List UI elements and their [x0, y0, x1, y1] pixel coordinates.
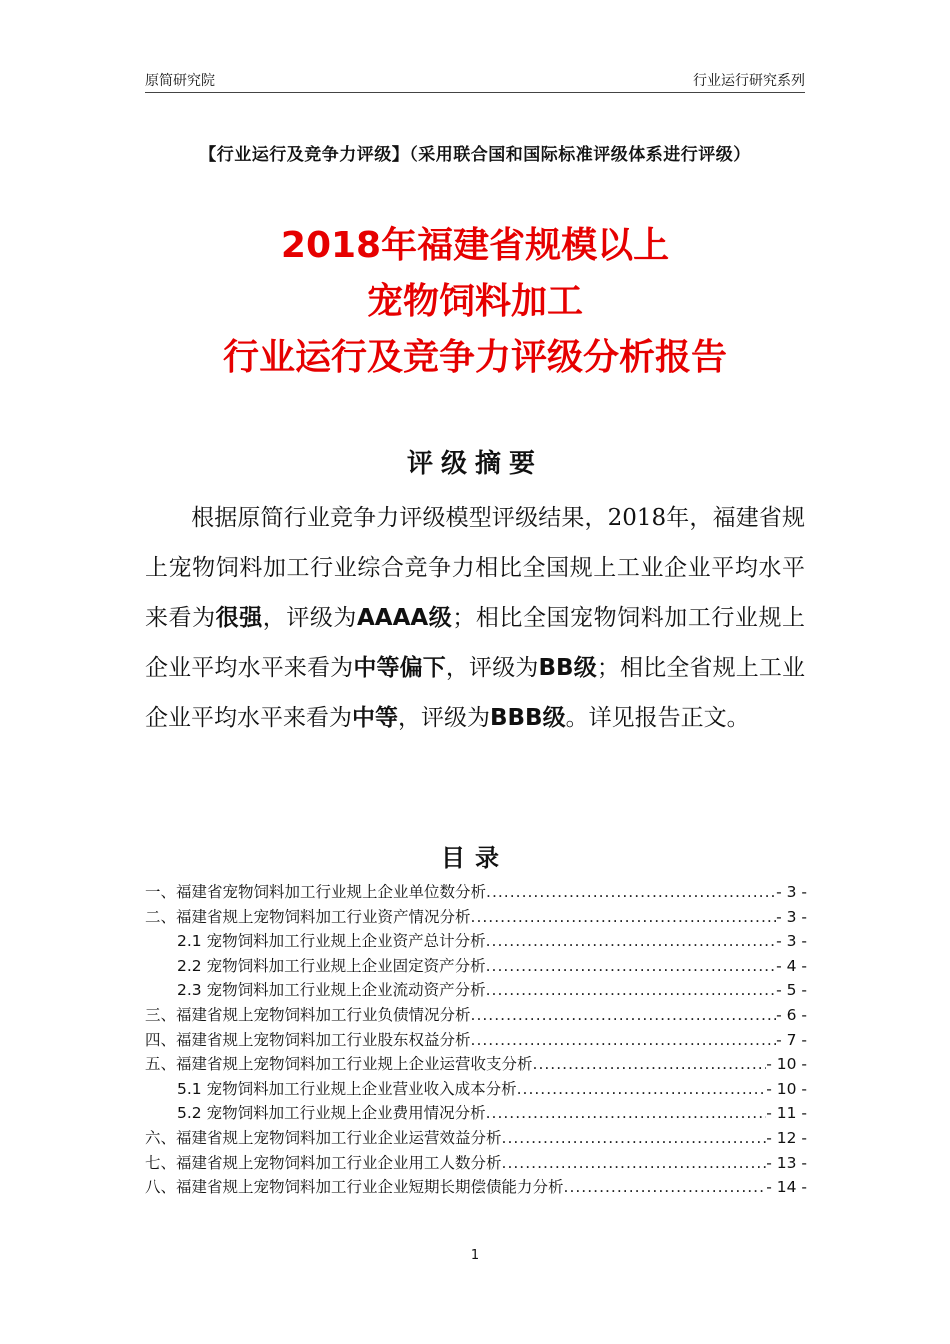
toc-entry-label: 2.3 宠物饲料加工行业规上企业流动资产分析: [177, 981, 486, 1000]
toc-entry-page: - 13 -: [766, 1153, 807, 1172]
toc-entry-label: 一、福建省宠物饲料加工行业规上企业单位数分析: [145, 883, 487, 901]
toc-leader-dots: [486, 1104, 767, 1122]
toc-entry-label: 二、福建省规上宠物饲料加工行业资产情况分析: [145, 907, 471, 926]
toc-entry[interactable]: [145, 1028, 807, 1053]
toc-heading: 目录: [441, 844, 509, 872]
rating-national-industrial: 很强: [215, 605, 263, 631]
rating-national-sector: 中等偏下: [353, 655, 446, 681]
toc-leader-dots: [471, 1031, 777, 1049]
toc-leader-dots: [486, 932, 777, 950]
toc-subentry[interactable]: [145, 1077, 807, 1102]
page-number: 1: [470, 1248, 480, 1263]
toc-entry-label: 五、福建省规上宠物饲料加工行业规上企业运营收支分析: [145, 1055, 533, 1074]
toc-subentry[interactable]: [145, 954, 807, 979]
title-line-3: 行业运行及竞争力评级分析报告: [222, 337, 727, 378]
rating-province-industrial: 中等: [352, 705, 398, 731]
toc-leader-dots: [502, 1154, 767, 1172]
toc-leader-dots: [486, 883, 776, 901]
toc-entry[interactable]: [145, 1052, 807, 1077]
grade-province-industrial: BBB级: [490, 705, 566, 731]
summary-text: ，评级为: [262, 605, 357, 631]
summary-text: 。详见报告正文。: [565, 705, 750, 731]
toc-leader-dots: [502, 1129, 767, 1147]
summary-paragraph: [145, 493, 805, 743]
toc-entry-page: - 3 -: [776, 907, 807, 926]
rating-tagline: 【行业运行及竞争力评级】（采用联合国和国际标准评级体系进行评级）: [199, 145, 751, 165]
toc-leader-dots: [471, 908, 777, 926]
toc-entry-page: - 3 -: [776, 883, 807, 901]
grade-national-industrial: AAAA级: [356, 605, 453, 631]
toc-entry-label: 2.1 宠物饲料加工行业规上企业资产总计分析: [177, 932, 486, 951]
toc-entry-page: - 5 -: [776, 981, 807, 1000]
header-series: 行业运行研究系列: [693, 73, 805, 89]
title-line-1: 2018年福建省规模以上: [280, 225, 670, 266]
toc-entry-page: - 10 -: [766, 1079, 807, 1098]
toc-entry-label: 三、福建省规上宠物饲料加工行业负债情况分析: [145, 1005, 471, 1024]
summary-text: 根据原简行业竞争力评级模型评级结果，2018年，福建省规上宠物饲料加工行业综合竞争力相比全国规上工业企业平均水平来看为: [145, 505, 805, 631]
toc-entry-label: 七、福建省规上宠物饲料加工行业企业用工人数分析: [145, 1153, 502, 1172]
toc-leader-dots: [471, 1006, 777, 1024]
toc-leader-dots: [517, 1080, 767, 1098]
toc-entry[interactable]: [145, 880, 807, 905]
toc-entry-page: - 4 -: [776, 956, 807, 975]
toc-entry-label: 5.2 宠物饲料加工行业规上企业费用情况分析: [177, 1104, 486, 1123]
page-header: [145, 70, 805, 93]
toc-leader-dots: [533, 1055, 767, 1073]
summary-heading: 评级摘要: [406, 449, 543, 479]
toc-entry-page: - 14 -: [766, 1178, 807, 1197]
toc-entry-label: 5.1 宠物饲料加工行业规上企业营业收入成本分析: [177, 1079, 517, 1098]
report-title: [100, 218, 850, 386]
toc-entry-label: 四、福建省规上宠物饲料加工行业股东权益分析: [145, 1030, 471, 1049]
toc-entry-label: 2.2 宠物饲料加工行业规上企业固定资产分析: [177, 956, 486, 975]
grade-national-sector: BB级: [538, 655, 597, 681]
toc-leader-dots: [564, 1178, 767, 1196]
toc-leader-dots: [486, 981, 777, 999]
toc-subentry[interactable]: [145, 929, 807, 954]
toc-entry-label: 六、福建省规上宠物饲料加工行业企业运营效益分析: [145, 1128, 502, 1147]
toc-entry[interactable]: [145, 1151, 807, 1176]
title-line-2: 宠物饲料加工: [366, 281, 583, 322]
toc-entry[interactable]: [145, 905, 807, 930]
toc-entry-page: - 11 -: [766, 1104, 807, 1123]
toc-entry[interactable]: [145, 1003, 807, 1028]
summary-text: ；相比全国宠物饲料加工行业规上企业平均水平来看为: [145, 605, 806, 681]
toc-subentry[interactable]: [145, 978, 807, 1003]
toc-entry-page: - 10 -: [766, 1055, 807, 1074]
header-org: 原简研究院: [145, 73, 215, 89]
toc-subentry[interactable]: [145, 1101, 807, 1126]
toc-entry-page: - 12 -: [766, 1128, 807, 1147]
summary-text: ；相比全省规上工业企业平均水平来看为: [145, 655, 806, 731]
toc-entry-page: - 7 -: [776, 1030, 807, 1049]
summary-text: ，评级为: [445, 655, 539, 681]
toc-leader-dots: [486, 957, 777, 975]
toc-entry-page: - 3 -: [776, 932, 807, 951]
toc-entry[interactable]: [145, 1175, 807, 1200]
toc-entry-page: - 6 -: [776, 1005, 807, 1024]
toc-entry[interactable]: [145, 1126, 807, 1151]
table-of-contents: [145, 880, 807, 1200]
summary-text: ，评级为: [398, 705, 490, 731]
toc-entry-label: 八、福建省规上宠物饲料加工行业企业短期长期偿债能力分析: [145, 1178, 564, 1197]
